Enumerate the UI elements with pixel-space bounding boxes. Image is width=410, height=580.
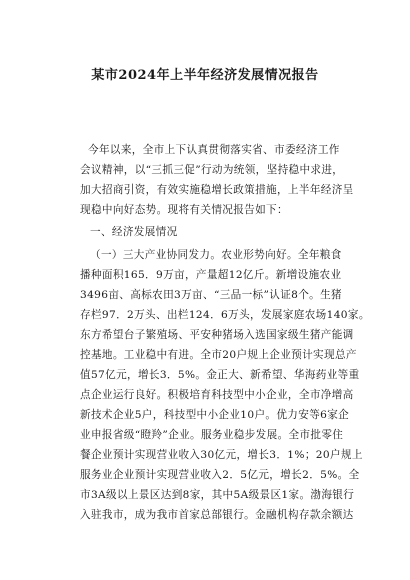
paragraph-line: 市3A级以上景区达到8家，其中5A级景区1家。渤海银行 <box>80 489 355 501</box>
paragraph-line: 东方希望台子繁殖场、平安种猪场入选国家级生猪产能调 <box>80 329 354 341</box>
section-heading: 一、经济发展情况 <box>90 226 178 238</box>
paragraph-line: 值57亿元，增长3．5%。金正大、新希望、华海药业等重 <box>80 369 360 381</box>
paragraph-line: 入驻我市，成为我市首家总部银行。金融机构存款余额达 <box>80 509 354 521</box>
paragraph-line: 控基地。工业稳中有进。全市20户规上企业预计实现总产 <box>80 349 357 361</box>
paragraph-line: 新技术企业5户，科技型中小企业10户。优力安等6家企 <box>80 409 350 421</box>
paragraph-line: 今年以来，全市上下认真贯彻落实省、市委经济工作 <box>88 144 340 156</box>
paragraph-line: 现稳中向好态势。现将有关情况报告如下： <box>80 204 288 216</box>
paragraph-line: （一）三大产业协同发力。农业形势向好。全年粮食 <box>90 249 342 261</box>
paragraph-line: 会议精神，以“三抓三促”行动为统领，坚持稳中求进， <box>80 164 344 176</box>
paragraph-line: 存栏97．2万头、出栏124．6万头，发展家庭农场140家。 <box>80 309 370 321</box>
paragraph-line: 业申报省级“瞪羚”企业。服务业稳步发展。全市批零住 <box>80 429 344 441</box>
paragraph-line: 3496亩、高标农田3万亩、“三品一标”认证8个。生猪 <box>80 289 343 301</box>
document-title: 某市2024年上半年经济发展情况报告 <box>91 68 319 83</box>
paragraph-line: 餐企业预计实现营业收入30亿元，增长3．1%；20户规上 <box>80 449 363 461</box>
paragraph-line: 加大招商引资，有效实施稳增长政策措施，上半年经济呈 <box>80 184 354 196</box>
paragraph-line: 点企业运行良好。积极培育科技型中小企业，全市净增高 <box>80 389 354 401</box>
paragraph-line: 服务业企业预计实现营业收入2．5亿元，增长2．5%。全 <box>80 469 360 481</box>
paragraph-line: 播种面积165．9万亩，产量超12亿斤。新增设施农业 <box>80 269 342 281</box>
